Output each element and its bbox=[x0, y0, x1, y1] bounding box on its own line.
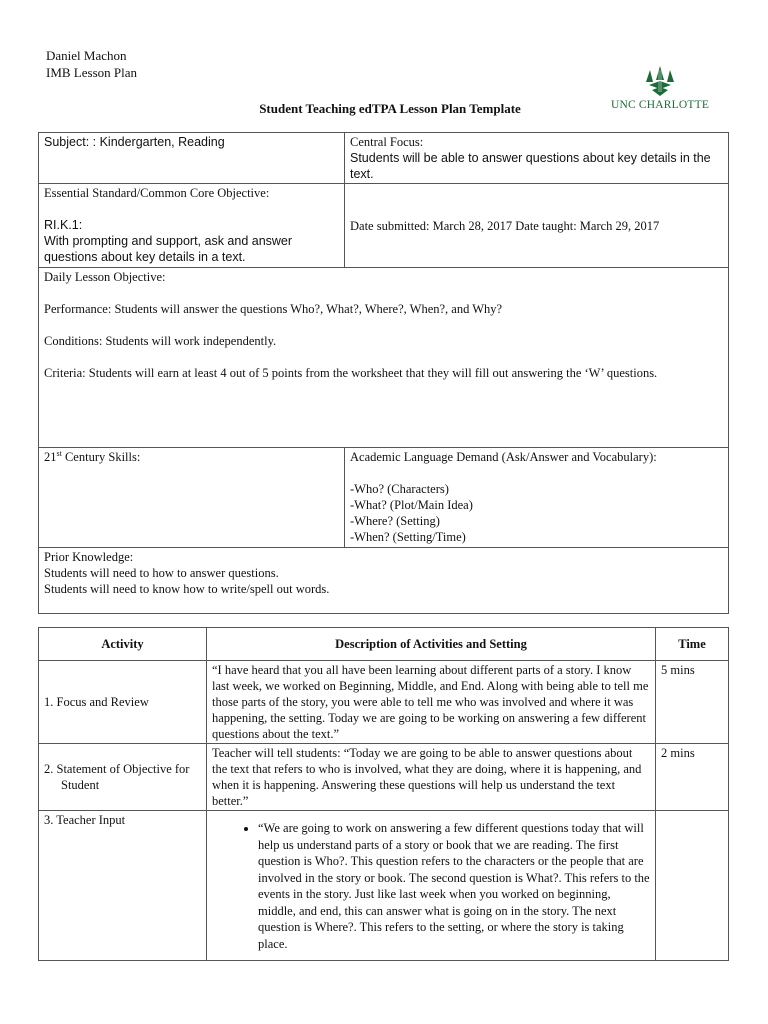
list-item: • “We are going to work on answering a few different questions today that will help us understand parts of a story or book that we are reading. The first question is Who?. This question refers to the characters or the people that are involved in the story or book. The second question is What?. This refers to the events in the story. Just like last week when you worked on beginning, middle, and end, this can answer what is going on in the story. The next question is Where?. This refers to the setting, or where the story is taking place. bbox=[258, 820, 650, 952]
standard-label: Essential Standard/Common Core Objective: bbox=[44, 186, 270, 200]
performance-text: Performance: Students will answer the questions Who?, What?, Where?, When?, and Why? bbox=[44, 302, 503, 316]
description-cell: Teacher will tell students: “Today we are going to be able to answer questions about the text that refers to who is involved, what they are doing, where it is happening, and when it is happening. Answering these questions will help us understand the text better.” bbox=[207, 744, 656, 811]
prior-knowledge-item: Students will need to know how to write/spell out words. bbox=[44, 582, 330, 596]
activity-cell: 1. Focus and Review bbox=[39, 661, 207, 744]
course-name: IMB Lesson Plan bbox=[46, 65, 137, 80]
daily-objective-label: Daily Lesson Objective: bbox=[44, 270, 166, 284]
description-cell bbox=[207, 811, 656, 961]
table-row bbox=[39, 811, 729, 961]
standard-text: With prompting and support, ask and answer questions about key details in a text. bbox=[44, 234, 293, 264]
table-row bbox=[39, 661, 729, 744]
unc-charlotte-logo bbox=[606, 66, 714, 116]
document-title: Student Teaching edTPA Lesson Plan Template bbox=[259, 101, 521, 116]
prior-knowledge-label: Prior Knowledge: bbox=[44, 550, 134, 564]
academic-item: -Where? (Setting) bbox=[350, 514, 440, 528]
activity-header: Activity bbox=[39, 628, 207, 661]
standard-cell bbox=[39, 184, 345, 268]
academic-item: -What? (Plot/Main Idea) bbox=[350, 498, 473, 512]
prior-knowledge-item: Students will need to how to answer questions. bbox=[44, 566, 279, 580]
time-cell: 5 mins bbox=[656, 661, 729, 744]
century-skills-cell bbox=[39, 448, 345, 548]
time-cell bbox=[656, 811, 729, 961]
standard-code: RI.K.1: bbox=[44, 218, 83, 232]
conditions-text: Conditions: Students will work independently. bbox=[44, 334, 277, 348]
daily-objective-cell bbox=[39, 268, 729, 448]
table-row bbox=[39, 744, 729, 811]
author-name: Daniel Machon bbox=[46, 48, 127, 63]
academic-language-label: Academic Language Demand (Ask/Answer and Vocabulary): bbox=[350, 450, 657, 464]
subject-cell: Subject: : Kindergarten, Reading bbox=[39, 133, 345, 184]
dates-cell bbox=[345, 184, 729, 268]
lesson-plan-table bbox=[38, 132, 729, 614]
academic-item: -Who? (Characters) bbox=[350, 482, 449, 496]
activities-table bbox=[38, 627, 729, 961]
logo-text: UNC CHARLOTTE bbox=[610, 99, 710, 111]
century-skills-label: 21st Century Skills: bbox=[44, 448, 141, 464]
academic-item: -When? (Setting/Time) bbox=[350, 530, 466, 544]
central-focus-label: Central Focus: bbox=[350, 135, 424, 149]
academic-language-cell bbox=[345, 448, 729, 548]
teacher-input-list bbox=[212, 820, 650, 952]
description-header: Description of Activities and Setting bbox=[207, 628, 656, 661]
activity-cell: 3. Teacher Input bbox=[39, 811, 207, 961]
crown-icon bbox=[606, 66, 714, 100]
description-cell: “I have heard that you all have been learning about different parts of a story. I know last week, we worked on Beginning, Middle, and End. Along with being able to tell me those parts of the story, you were able to tell me who was involved and where it was happening, the setting. Today we are going to be working on answering a few different questions about the text.” bbox=[207, 661, 656, 744]
criteria-text: Criteria: Students will earn at least 4 out of 5 points from the worksheet that they will fill out answering the ‘W’ questions. bbox=[44, 366, 658, 380]
central-focus-cell bbox=[345, 133, 729, 184]
time-header: Time bbox=[656, 628, 729, 661]
time-cell: 2 mins bbox=[656, 744, 729, 811]
activity-cell: 2. Statement of Objective for Student bbox=[39, 744, 207, 811]
dates-text: Date submitted: March 28, 2017 Date taught: March 29, 2017 bbox=[350, 218, 660, 233]
central-focus-text: Students will be able to answer questions about key details in the text. bbox=[350, 151, 711, 181]
prior-knowledge-cell bbox=[39, 548, 729, 614]
